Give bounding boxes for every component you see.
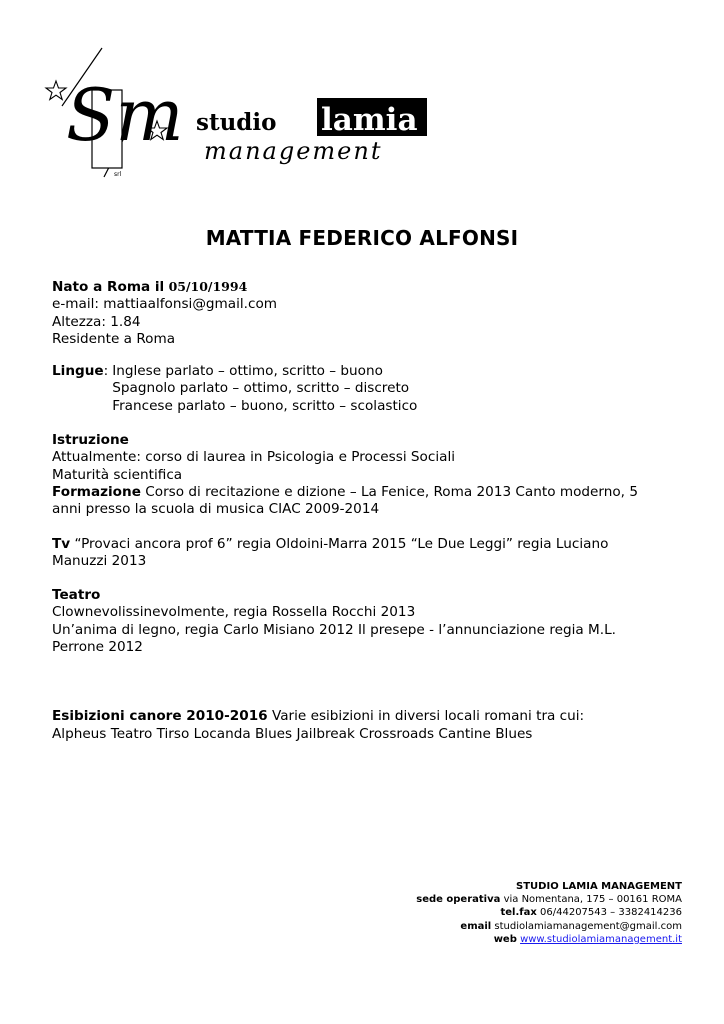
logo-mark-small: srl <box>114 171 122 178</box>
birth-date: 05/10/1994 <box>168 279 248 294</box>
logo-mark-letters <box>66 73 184 157</box>
birth-label: Nato a Roma il <box>52 279 165 295</box>
training-line <box>52 484 672 501</box>
education-current: Attualmente: corso di laurea in Psicologia e Processi Sociali <box>52 449 456 466</box>
tv-text-2: Manuzzi 2013 <box>52 552 147 569</box>
language-item: Francese parlato – buono, scritto – scolastico <box>112 397 418 414</box>
theatre-item: Un’anima di legno, regia Carlo Misiano 2012 Il presepe - l’annunciazione regia M.L. <box>52 621 617 638</box>
language-item: Spagnolo parlato – ottimo, scritto – discreto <box>112 380 410 397</box>
education-heading: Istruzione <box>52 432 129 449</box>
singing-text: Varie esibizioni in diversi locali romani tra cui: <box>271 708 585 725</box>
footer-web-label: web <box>493 933 517 945</box>
education-diploma: Maturità scientifica <box>52 466 183 483</box>
residence-line: Residente a Roma <box>52 330 176 347</box>
footer-company: STUDIO LAMIA MANAGEMENT <box>516 881 682 892</box>
singing-line <box>52 708 672 725</box>
footer-web <box>416 933 682 946</box>
star-icon <box>46 81 66 100</box>
page-title: MATTIA FEDERICO ALFONSI <box>205 226 519 250</box>
studio-lamia-logo <box>44 42 444 187</box>
logo-word-lamia: lamia <box>321 102 418 138</box>
logo-word-management: management <box>204 137 383 165</box>
tv-text: “Provaci ancora prof 6” regia Oldoini-Marra 2015 “Le Due Leggi” regia Luciano <box>74 535 609 552</box>
email-line: e-mail: mattiaalfonsi@gmail.com <box>52 296 278 313</box>
logo-mark-text: Sm <box>66 73 184 157</box>
tv-line <box>52 536 672 553</box>
languages-list <box>112 363 417 415</box>
footer-phone <box>416 906 682 919</box>
theatre-item: Clownevolissinevolmente, regia Rossella Rocchi 2013 <box>52 604 416 621</box>
training-text-2: anni presso la scuola di musica CIAC 2009-2014 <box>52 501 380 518</box>
company-footer <box>416 880 682 946</box>
training-label: Formazione <box>52 483 141 500</box>
language-item: Inglese parlato – ottimo, scritto – buono <box>112 363 383 380</box>
footer-phone-label: tel.fax <box>500 907 537 919</box>
footer-email-label: email <box>460 920 492 932</box>
footer-office <box>416 893 682 906</box>
tv-label: Tv <box>52 535 71 552</box>
footer-office-value: via Nomentana, 175 – 00161 ROMA <box>503 894 682 906</box>
theatre-item: Perrone 2012 <box>52 639 143 656</box>
birth-line <box>52 278 672 296</box>
logo-word-studio: studio <box>196 109 277 136</box>
footer-email-value: studiolamiamanagement@gmail.com <box>494 920 682 932</box>
footer-web-link[interactable]: www.studiolamiamanagement.it <box>520 933 682 945</box>
training-text: Corso di recitazione e dizione – La Fenice, Roma 2013 Canto moderno, 5 <box>145 483 638 500</box>
footer-email <box>416 920 682 933</box>
singing-text-2: Alpheus Teatro Tirso Locanda Blues Jailbreak Crossroads Cantine Blues <box>52 725 533 742</box>
footer-phone-value: 06/44207543 – 3382414236 <box>540 907 682 919</box>
footer-office-label: sede operativa <box>416 894 501 906</box>
singing-label: Esibizioni canore 2010-2016 <box>52 708 268 725</box>
theatre-heading: Teatro <box>52 587 101 604</box>
languages-section: Lingue: Inglese parlato – ottimo, scritto – buono Spagnolo parlato – ottimo, scritto – discreto Francese parlato – buono, scritto – scolastico <box>52 363 418 414</box>
languages-label: Lingue <box>52 363 104 380</box>
cv-body <box>52 278 672 743</box>
height-line: Altezza: 1.84 <box>52 313 141 330</box>
